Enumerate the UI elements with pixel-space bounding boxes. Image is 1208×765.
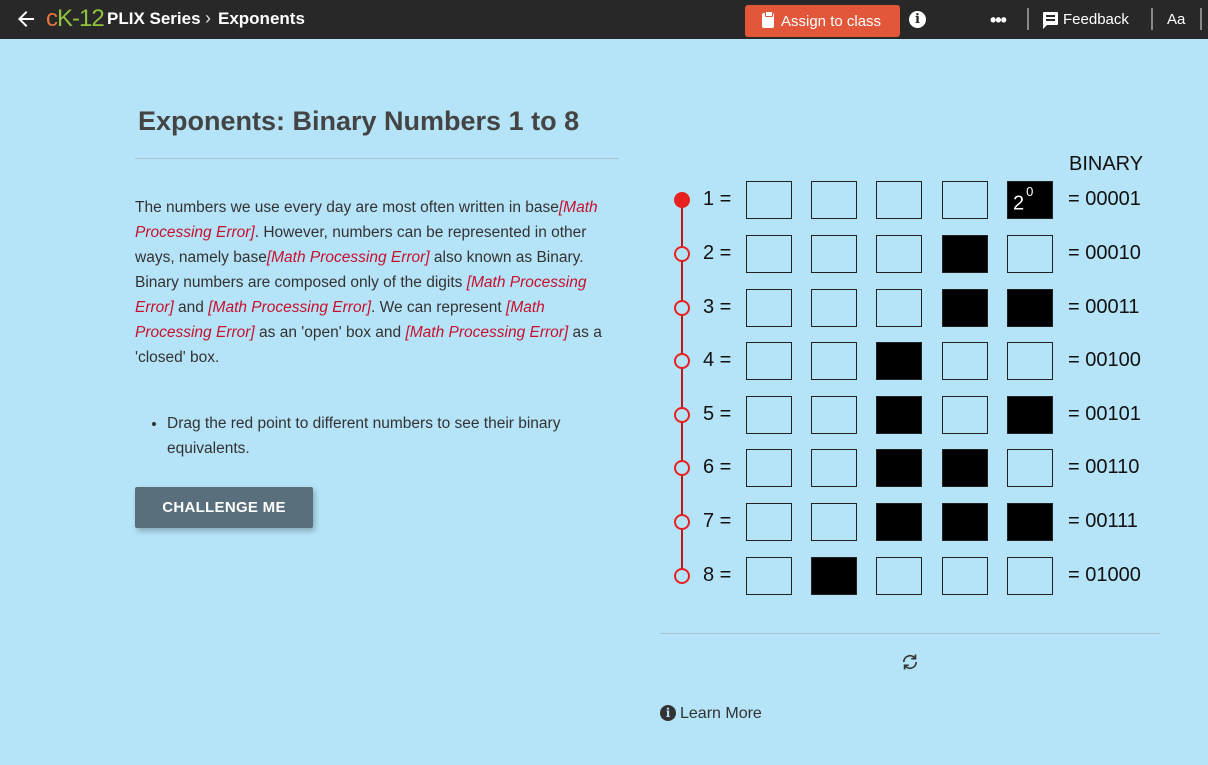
open-box [811,396,857,434]
bottom-divider [660,633,1160,634]
math-error: [Math Processing Error] [405,324,569,341]
open-box [746,342,792,380]
closed-box [876,396,922,434]
open-box [1007,557,1053,595]
open-box [1007,235,1053,273]
divider [1151,8,1153,30]
font-size-button[interactable]: Aa [1167,11,1186,28]
ck12-logo[interactable]: cK-12 [46,5,104,32]
closed-box [1007,289,1053,327]
open-box [942,181,988,219]
closed-box [1007,503,1053,541]
binary-result: = 00101 [1068,403,1141,425]
more-options-icon[interactable]: ••• [990,10,1006,30]
clipboard-icon [762,13,774,28]
number-line-point[interactable] [674,407,690,423]
challenge-me-button[interactable]: CHALLENGE ME [135,487,313,528]
open-box [811,449,857,487]
closed-box [876,449,922,487]
binary-header: BINARY [1069,153,1144,175]
binary-result: = 00010 [1068,242,1141,264]
number-line-point[interactable] [674,568,690,584]
closed-box [811,557,857,595]
open-box [876,289,922,327]
row-label: 7 = [703,510,732,532]
open-box [746,396,792,434]
breadcrumb-series[interactable]: PLIX Series [107,9,201,28]
chevron-right-icon: › [205,8,211,28]
instruction-list [135,411,625,461]
divider [1200,8,1202,30]
closed-box [942,449,988,487]
page-title: Exponents: Binary Numbers 1 to 8 [138,106,580,136]
open-box [876,181,922,219]
assign-label: Assign to class [781,13,882,30]
intro-paragraph: The numbers we use every day are most often written in base[Math Processing Error]. However, numbers can be represented in other ways, namely base[Math Processing Error] also known as Binary. Binary numbers are composed only of the digits [Math Processing Error] and [Math Processing Error]. We can represent [Math Processing Error] as an 'open' box and [Math Processing Error] as a 'closed' box. [135,199,602,366]
open-box [811,181,857,219]
open-box [876,557,922,595]
number-line-point[interactable] [674,460,690,476]
math-error: [Math Processing Error] [135,274,587,316]
refresh-icon[interactable] [900,652,920,672]
closed-box [942,235,988,273]
open-box [746,181,792,219]
open-box [876,235,922,273]
row-label: 5 = [703,403,732,425]
open-box [746,503,792,541]
closed-box [942,503,988,541]
binary-result: = 00100 [1068,349,1141,371]
row-label: 4 = [703,349,732,371]
assign-to-class-button[interactable] [745,5,900,37]
open-box [746,289,792,327]
row-label: 6 = [703,456,732,478]
binary-result: = 00011 [1068,296,1140,318]
back-arrow-icon[interactable] [14,7,38,31]
closed-box [942,289,988,327]
row-label: 3 = [703,296,732,318]
divider [1027,8,1029,30]
open-box [811,235,857,273]
row-label: 2 = [703,242,732,264]
number-line-point[interactable] [674,192,690,208]
binary-result: = 01000 [1068,564,1141,586]
number-line-point[interactable] [674,246,690,262]
number-line-point[interactable] [674,514,690,530]
row-label: 8 = [703,564,732,586]
open-box [746,449,792,487]
feedback-button[interactable]: Feedback [1063,11,1129,28]
open-box [811,289,857,327]
number-line-point[interactable] [674,300,690,316]
number-line-point[interactable] [674,353,690,369]
open-box [811,342,857,380]
open-box [942,557,988,595]
open-box [1007,449,1053,487]
power-label: $2^0$ [1013,184,1034,215]
learn-more-link[interactable]: Learn More [680,705,762,722]
top-bar [0,0,1208,39]
math-error: [Math Processing Error] [135,199,598,241]
list-item: • Drag the red point to different numbers to see their binary equivalents. [167,411,625,461]
open-box [746,235,792,273]
math-error: [Math Processing Error] [135,299,545,341]
open-box [1007,342,1053,380]
math-error: [Math Processing Error] [208,299,372,316]
math-error: [Math Processing Error] [266,249,430,266]
title-divider [135,158,619,159]
closed-box [1007,396,1053,434]
open-box [942,396,988,434]
feedback-icon[interactable] [1043,12,1058,25]
binary-result: = 00110 [1068,456,1140,478]
open-box [942,342,988,380]
open-box [811,503,857,541]
breadcrumb-current: Exponents [218,9,305,28]
info-icon[interactable]: i [909,11,926,28]
row-label: 1 = [703,188,732,210]
info-icon[interactable]: i [660,705,676,721]
closed-box [876,503,922,541]
binary-result: = 00111 [1068,510,1138,532]
binary-result: = 00001 [1068,188,1141,210]
open-box [746,557,792,595]
closed-box [876,342,922,380]
